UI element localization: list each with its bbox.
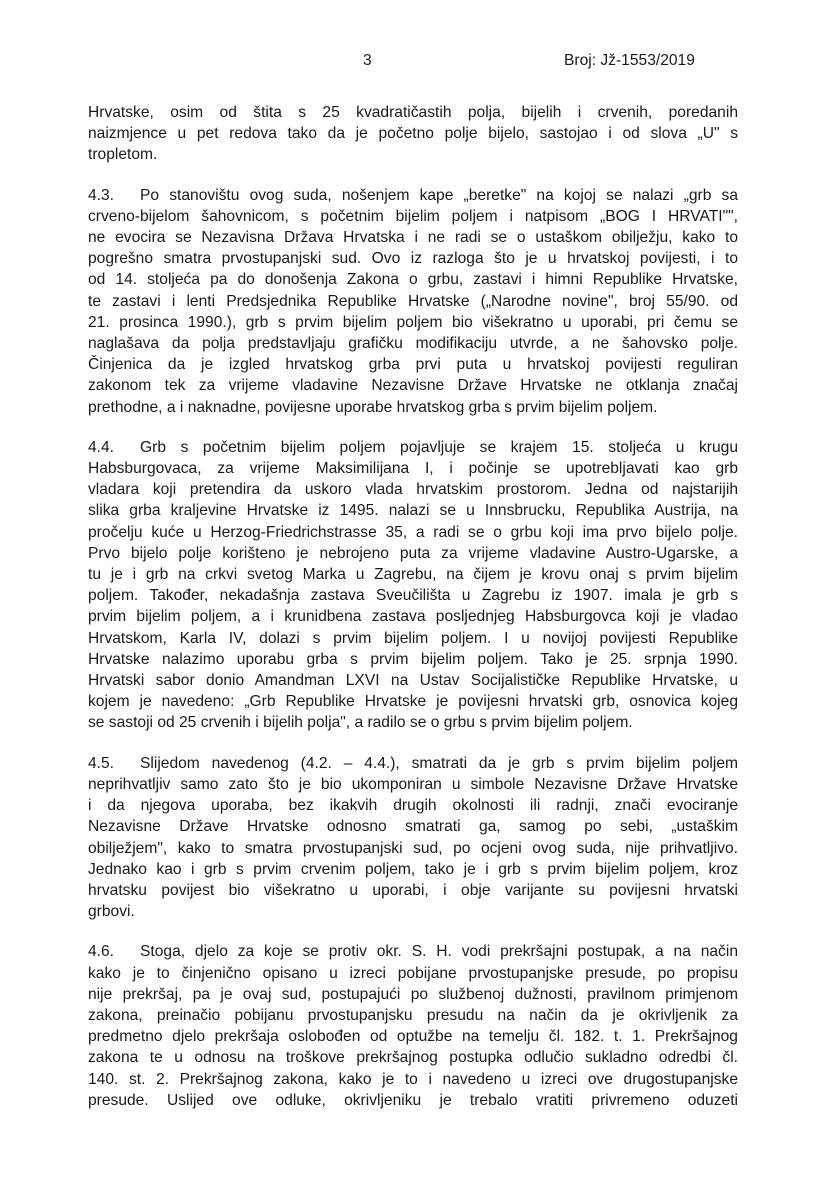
document-body <box>88 102 738 1130</box>
text-line <box>88 859 738 880</box>
paragraph-number: 4.6. <box>88 943 115 961</box>
paragraph-number: 4.5. <box>88 754 115 772</box>
line-text: Hrvatski sabor donio Amandman LXVI na Ustav Socijalističke Republike Hrvatske, u <box>88 672 738 690</box>
line-text: presude. Uslijed ove odluke, okrivljeniku je trebalo vratiti privremeno oduzeti <box>88 1091 738 1109</box>
text-line <box>88 901 738 922</box>
line-text: Jednako kao i grb s prvim crvenim poljem, tako je i grb s prvim bijelim poljem, kroz <box>88 860 738 878</box>
line-text: naglašava da polja predstavljaju grafičku modifikaciju utvrde, a ne šahovsko polje. <box>88 335 738 353</box>
line-text: kako je to činjenično opisano u izreci pobijane prvostupanjske presude, po propisu <box>88 964 738 982</box>
line-text: 140. st. 2. Prekršajnog zakona, kako je to i navedeno u izreci ove drugostupanjske <box>88 1070 738 1088</box>
text-line <box>88 670 738 691</box>
text-line <box>88 500 738 521</box>
text-line <box>88 628 738 649</box>
line-text: pogrešno smatra prvostupanjski sud. Ovo iz razloga što je u hrvatskoj povijesti, i to <box>88 250 738 268</box>
line-text: tu je i grb na crkvi svetog Marka u Zagrebu, na čijem je krovu onaj s prvim bijelim <box>88 566 738 584</box>
line-text: zakona te u odnosu na troškove prekršajnog postupka odlučio sukladno odredbi čl. <box>88 1049 738 1067</box>
line-text: Slijedom navedenog (4.2. – 4.4.), smatrati da je grb s prvim bijelim poljem <box>140 754 738 772</box>
text-line <box>88 312 738 333</box>
text-line <box>88 585 738 606</box>
document-number: Broj: Jž-1553/2019 <box>564 52 695 69</box>
line-text: poljem. Također, nekadašnja zastava Sveučilišta u Zagrebu iz 1907. imala je grb s <box>88 587 738 605</box>
paragraph-4-5 <box>88 753 738 923</box>
line-text: Habsburgovaca, za vrijeme Maksimilijana I, i počinje se upotrebljavati kao grb <box>88 460 738 478</box>
line-text: crveno-bijelom šahovnicom, s početnim bijelim poljem i natpisom „BOG I HRVATI"", <box>88 207 738 225</box>
text-line <box>88 564 738 585</box>
text-line <box>88 437 738 458</box>
line-text: hrvatsku povijest bio višekratno u uporabi, i obje varijante su povijesni hrvatski <box>88 881 738 899</box>
line-text: prvim bijelim poljem, a i krunidbena zastava posljednjeg Habsburgovca koji je vladao <box>88 608 738 626</box>
line-text: se sastoji od 25 crvenih i bijelih polja", a radilo se o grbu s prvim bijelim poljem. <box>88 714 633 732</box>
text-line <box>88 248 738 269</box>
text-line <box>88 123 738 144</box>
text-line <box>88 522 738 543</box>
text-line <box>88 397 738 418</box>
text-line <box>88 691 738 712</box>
line-text: pročelju kuće u Herzog-Friedrichstrasse 35, a radi se o grbu koji ima prvo bijelo polje. <box>88 523 738 541</box>
line-text: slika grba kraljevine Hrvatske iz 1495. nalazi se u Innsbrucku, Republika Austrija, na <box>88 502 738 520</box>
text-line <box>88 354 738 375</box>
line-text: predmetno djelo prekršaja oslobođen od optužbe na temelju čl. 182. t. 1. Prekršajnog <box>88 1028 738 1046</box>
text-line <box>88 227 738 248</box>
text-line <box>88 774 738 795</box>
line-text: tropletom. <box>88 146 158 164</box>
line-text: zakonom tek za vrijeme vladavine Nezavisne Države Hrvatske ne otklanja značaj <box>88 377 738 395</box>
text-line <box>88 795 738 816</box>
line-text: Stoga, djelo za koje se protiv okr. S. H. vodi prekršajni postupak, a na način <box>140 943 738 961</box>
line-text: nije prekršaj, pa je ovaj sud, postupajući po službenoj dužnosti, pravilnom primjenom <box>88 985 738 1003</box>
line-text: 21. prosinca 1990.), grb s prvim bijelim poljem bio višekratno u uporabi, pri čemu se <box>88 313 738 331</box>
line-text: Hrvatske, osim od štita s 25 kvadratičastih polja, bijelih i crvenih, poredanih <box>88 104 738 121</box>
text-line <box>88 144 738 165</box>
text-line <box>88 458 738 479</box>
line-text: kojem je navedeno: „Grb Republike Hrvatske je povijesni hrvatski grb, osnovica kojeg <box>88 693 738 711</box>
text-line <box>88 375 738 396</box>
line-text: Nezavisne Države Hrvatske odnosno smatrati ga, samog po sebi, „ustaškim <box>88 818 738 836</box>
text-line <box>88 941 738 962</box>
line-text: i da njegova uporaba, bez ikakvih drugih okolnosti ili radnji, znači evociranje <box>88 797 738 815</box>
line-text: ne evocira se Nezavisna Država Hrvatska i ne radi se o ustaškom obilježju, kako to <box>88 229 738 247</box>
text-line <box>88 269 738 290</box>
line-text: od 14. stoljeća pa do donošenja Zakona o grbu, zastavi i himni Republike Hrvatske, <box>88 271 738 289</box>
paragraph-4-4 <box>88 437 738 734</box>
paragraph-4-6 <box>88 941 738 1111</box>
text-line <box>88 206 738 227</box>
paragraph-number: 4.4. <box>88 438 115 456</box>
text-line <box>88 712 738 733</box>
line-text: Po stanovištu ovog suda, nošenjem kape „beretke" na kojoj se nalazi „grb sa <box>140 186 738 204</box>
line-text: Činjenica da je izgled hrvatskog grba prvi puta u hrvatskoj povijesti reguliran <box>88 356 738 374</box>
text-line <box>88 1090 738 1111</box>
line-text: te zastavi i lenti Predsjednika Republike Hrvatske („Narodne novine", broj 55/90. od <box>88 292 738 310</box>
page-number: 3 <box>363 52 372 69</box>
text-line <box>88 649 738 670</box>
text-line <box>88 333 738 354</box>
text-line <box>88 606 738 627</box>
paragraph-continuation <box>88 102 738 166</box>
text-line <box>88 291 738 312</box>
line-text: Hrvatskom, Karla IV, dolazi s prvim bijelim poljem. I u novijoj povijesti Republike <box>88 629 738 647</box>
line-text: naizmjence u pet redova tako da je početno polje bijelo, sastojao i od slova „U" s <box>88 125 738 143</box>
text-line <box>88 479 738 500</box>
paragraph-number: 4.3. <box>88 186 115 204</box>
text-line <box>88 1026 738 1047</box>
text-line <box>88 984 738 1005</box>
text-line <box>88 1069 738 1090</box>
text-line <box>88 838 738 859</box>
line-text: neprihvatljiv samo zato što je bio ukomponiran u simbole Nezavisne Države Hrvatske <box>88 775 738 793</box>
paragraph-4-3 <box>88 185 738 418</box>
text-line <box>88 185 738 206</box>
text-line <box>88 1005 738 1026</box>
line-text: prethodne, a i naknadne, povijesne uporabe hrvatskog grba s prvim bijelim poljem. <box>88 398 658 416</box>
text-line <box>88 816 738 837</box>
text-line <box>88 1047 738 1068</box>
text-line <box>88 753 738 774</box>
text-line <box>88 543 738 564</box>
text-line <box>88 102 738 123</box>
line-text: Prvo bijelo polje korišteno je nebrojeno puta za vrijeme vladavine Austro-Ugarske, a <box>88 544 738 562</box>
line-text: Grb s početnim bijelim poljem pojavljuje se krajem 15. stoljeća u krugu <box>140 438 738 456</box>
line-text: vladara koji pretendira da uskoro vlada hrvatskim prostorom. Jedna od najstarijih <box>88 481 738 499</box>
line-text: zakona, preinačio pobijanu prvostupanjsku presudu na način da je okrivljenik za <box>88 1006 738 1024</box>
line-text: obilježjem", kako to smatra prvostupanjski sud, po ocjeni ovog suda, nije prihvatljivo. <box>88 839 738 857</box>
line-text: grbovi. <box>88 903 135 921</box>
text-line <box>88 880 738 901</box>
line-text: Hrvatske nalazimo uporabu grba s prvim bijelim poljem. Tako je 25. srpnja 1990. <box>88 650 738 668</box>
text-line <box>88 963 738 984</box>
